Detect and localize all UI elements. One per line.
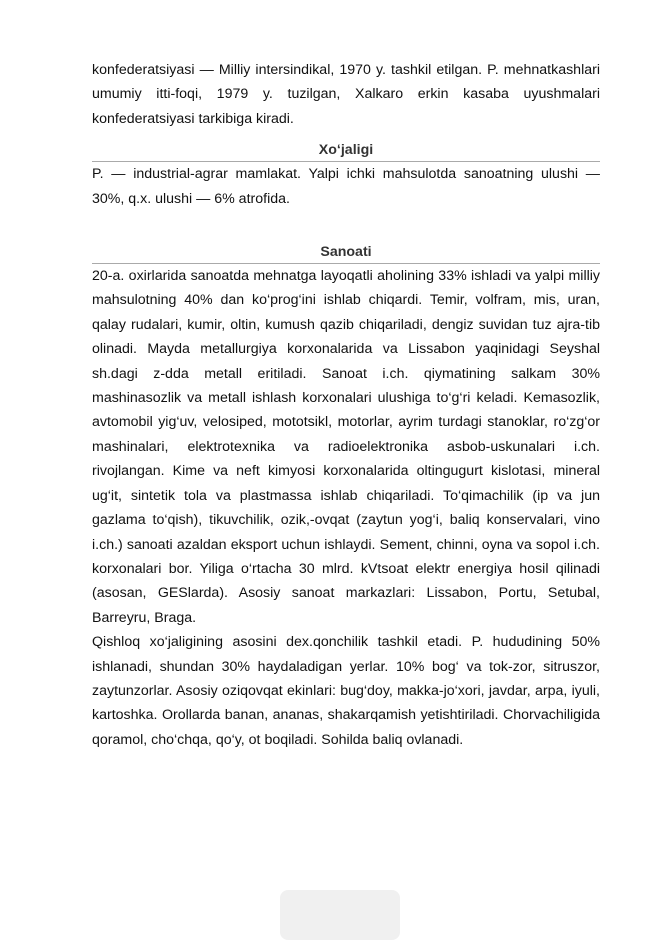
- section-heading-industry-label: Sanoati: [320, 244, 372, 261]
- paragraph-industry: 20-a. oxirlarida sanoatda mehnatga layoqatli aholining 33% ishladi va yalpi milliy mahsulotning 40% dan ko‘prog‘ini ishlab chiqardi. Temir, volfram, mis, uran, qalay rudalari, kumir, oltin, kumush qazib chiqariladi, dengiz suvidan tuz ajra-tib olinadi. Mayda metallurgiya korxonalarida va Lissabon yaqinidagi Seyshal sh.dagi z-dda metall eritiladi. Sanoat i.ch. qiymatining salkam 30% mashinasozlik va metall ishlash korxonalari ulushiga to‘g‘ri keladi. Kemasozlik, avtomobil yig‘uv, velosiped, mototsikl, motorlar, ayrim turdagi stanoklar, ro‘zg‘or mashinalari, elektrotexnika va radioelektronika asbob-uskunalari i.ch. rivojlangan. Kime va neft kimyosi korxonalarida oltingugurt kislotasi, mineral ug‘it, sintetik tola va plastmassa ishlab chiqariladi. To‘qimachilik (ip va jun gazlama to‘qish), tikuvchilik, ozik,-ovqat (zaytun yog‘i, baliq konservalari, vino i.ch.) sanoati azaldan eksport uchun ishlaydi. Sement, chinni, oyna va sopol i.ch. korxonalari bor. Yiliga o‘rtacha 30 mlrd. kVtsoat elektr energiya hosil qilinadi (asosan, GESlarda). Asosiy sanoat markazlari: Lissabon, Portu, Setubal, Barreyru, Braga.: [92, 268, 600, 626]
- document-page: [92, 58, 600, 752]
- section-heading-industry: [92, 237, 600, 264]
- paragraph-economy: P. — industrial-agrar mamlakat. Yalpi ichki mahsulotda sanoatning ulushi — 30%, q.x. ulushi — 6% atrofida.: [92, 166, 600, 207]
- paragraph-intro: konfederatsiyasi — Milliy intersindikal, 1970 y. tashkil etilgan. P. mehnatkashlari umumiy itti-foqi, 1979 y. tuzilgan, Xalkaro erkin kasaba uyushmalari konfederatsiyasi tarkibiga kiradi.: [92, 62, 600, 127]
- watermark-logo-icon: [270, 880, 410, 940]
- paragraph-agriculture: Qishloq xo‘jaligining asosini dex.qonchilik tashkil etadi. P. hududining 50% ishlanadi, shundan 30% haydaladigan yerlar. 10% bog‘ va tok-zor, sitruszor, zaytunzorlar. Asosiy oziqovqat ekinlari: bug‘doy, makka-jo‘xori, javdar, arpa, iyuli, kartoshka. Orollarda banan, ananas, shakarqamish yetishtiriladi. Chorvachiligida qoramol, cho‘chqa, qo‘y, ot boqiladi. Sohilda baliq ovlanadi.: [92, 634, 600, 748]
- section-heading-economy-label: Xo‘jaligi: [318, 142, 374, 159]
- section-heading-economy: [92, 136, 600, 162]
